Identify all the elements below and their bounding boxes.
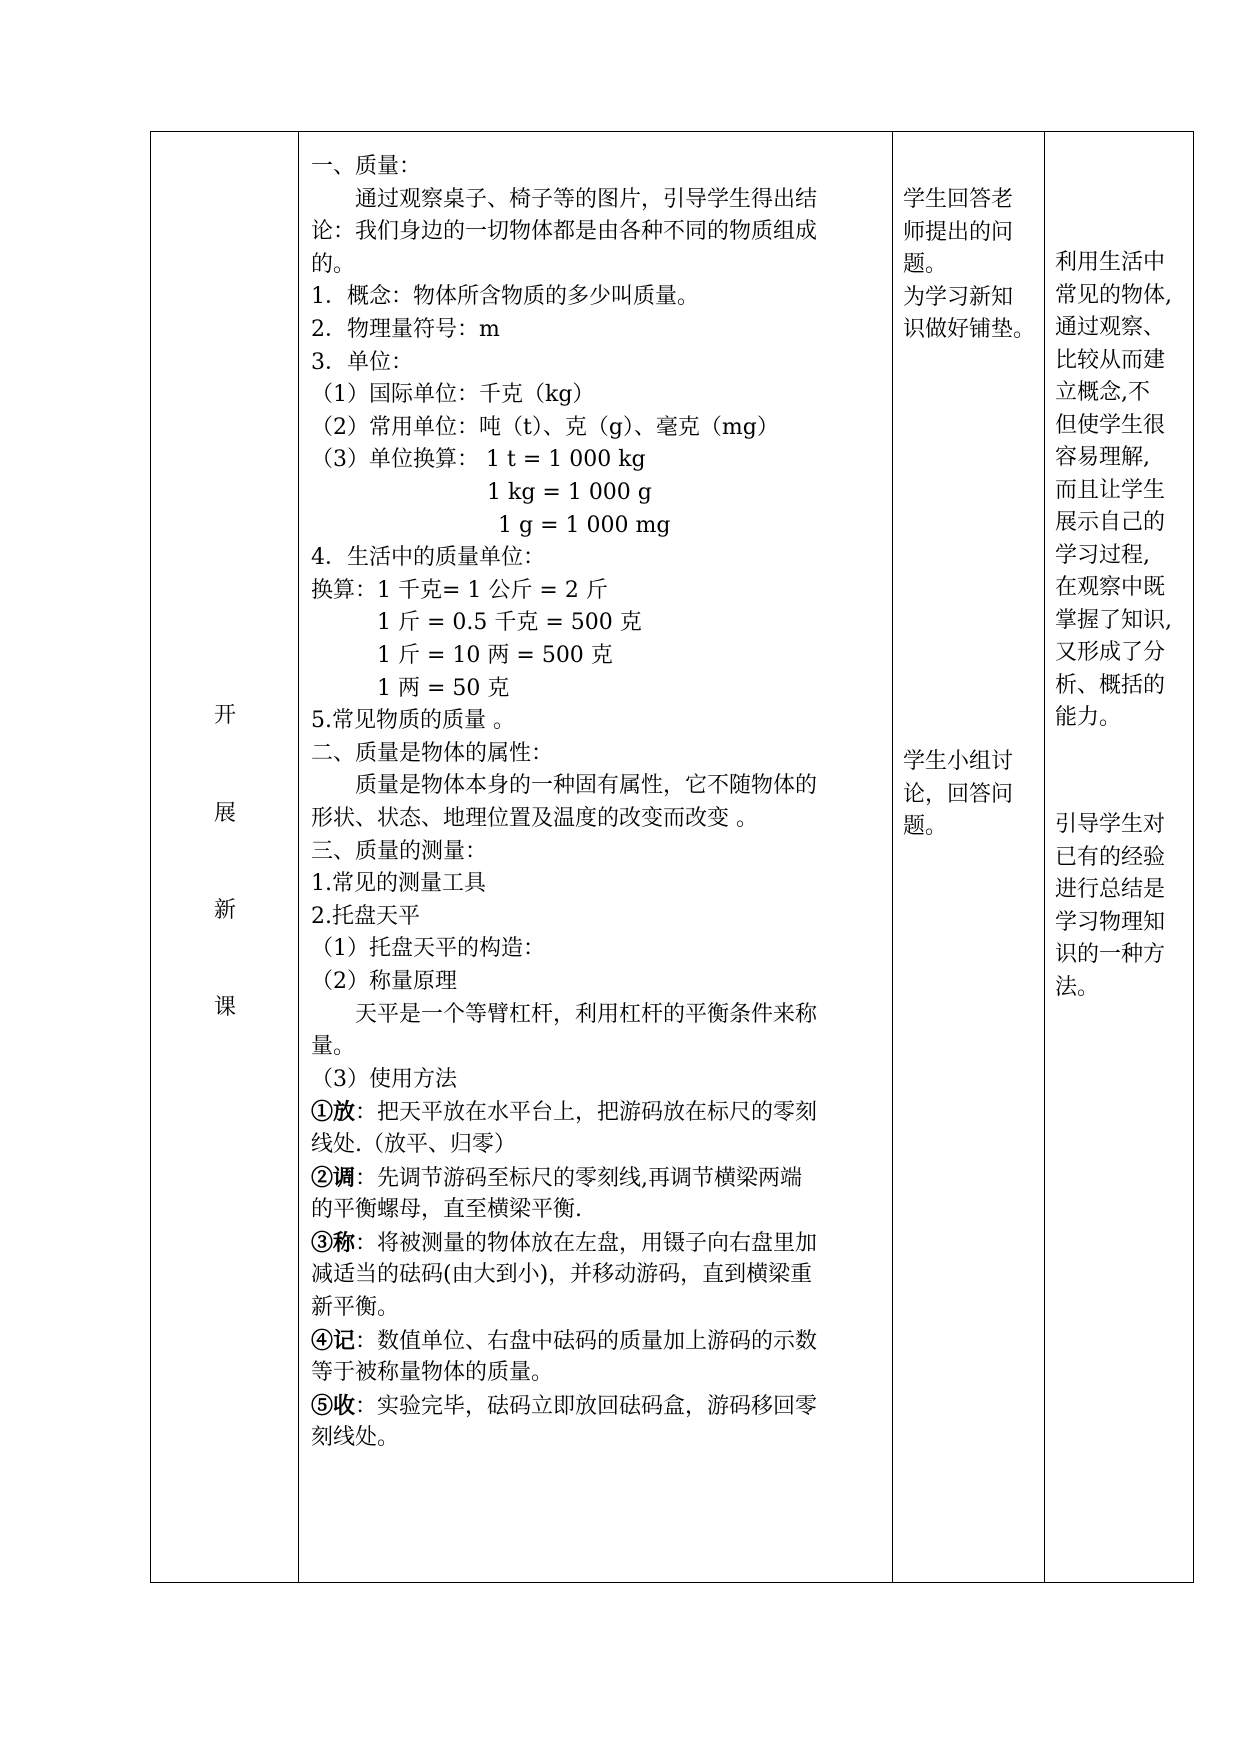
content-line: 线处.（放平、归零） (311, 1132, 516, 1157)
content-line: 1 kg = 1 000 g (487, 480, 652, 505)
content-line: 3．单位： (311, 349, 413, 375)
design-intent-line: 而且让学生 (1055, 477, 1166, 503)
content-line: 三、质量的测量： (311, 838, 488, 864)
content-line: （3）单位换算： 1 t = 1 000 kg (311, 447, 646, 473)
content-line: 5.常见物质的质量 。 (311, 708, 515, 734)
design-intent-line: 学习物理知 (1055, 909, 1166, 935)
content-line: 换算：1 千克= 1 公斤 = 2 斤 (311, 577, 608, 603)
content-line: 2．物理量符号：m (311, 317, 500, 342)
content-column (299, 132, 893, 1582)
content-line: 天平是一个等臂杠杆，利用杠杆的平衡条件来称 (355, 1001, 818, 1027)
content-line: （2）常用单位：吨（t）、克（g）、毫克（mg） (311, 414, 779, 440)
content-line: 通过观察桌子、椅子等的图片，引导学生得出结 (355, 186, 818, 212)
content-line: （3）使用方法 (311, 1066, 457, 1092)
content-line: 论：我们身边的一切物体都是由各种不同的物质组成 (311, 219, 818, 245)
design-intent-line: 析、概括的 (1055, 672, 1166, 698)
student-activity-line: 题。 (903, 814, 948, 839)
content-line: 等于被称量物体的质量。 (311, 1360, 554, 1386)
design-intent-line: 展示自己的 (1055, 510, 1166, 535)
student-activity-line: 论，回答问 (903, 781, 1014, 807)
design-intent-line: 引导学生对 (1055, 812, 1166, 837)
design-intent-line: 法。 (1055, 974, 1100, 1000)
design-intent-line: 容易理解, (1055, 445, 1150, 470)
content-line: 1.常见的测量工具 (311, 871, 486, 897)
content-line: 形状、状态、地理位置及温度的改变而改变 。 (311, 806, 758, 831)
lesson-table (150, 131, 1194, 1583)
stage-char: 课 (213, 995, 236, 1020)
student-activity-line: 学生小组讨 (903, 749, 1014, 774)
stage-column (151, 132, 299, 1582)
design-intent-line: 学习过程, (1055, 542, 1150, 568)
stage-char: 展 (213, 801, 236, 826)
stage-char: 开 (213, 703, 236, 728)
design-intent-line: 利用生活中 (1055, 250, 1166, 275)
design-intent-line: 已有的经验 (1055, 844, 1166, 870)
student-activity-column (893, 132, 1045, 1582)
content-line: 的平衡螺母，直至横梁平衡. (311, 1197, 582, 1223)
student-activity-line: 为学习新知 (903, 284, 1014, 310)
design-intent-line: 在观察中既 (1055, 575, 1166, 600)
design-intent-line: 能力。 (1055, 705, 1122, 730)
content-line: ④记：数值单位、右盘中砝码的质量加上游码的示数 (311, 1327, 818, 1354)
content-line: 量。 (311, 1034, 356, 1060)
content-line: ①放：把天平放在水平台上，把游码放在标尺的零刻 (311, 1099, 818, 1126)
design-intent-line: 又形成了分 (1055, 640, 1166, 665)
content-line: ③称：将被测量的物体放在左盘，用镊子向右盘里加 (311, 1229, 818, 1256)
content-line: ⑤收：实验完毕，砝码立即放回砝码盒，游码移回零 (311, 1392, 818, 1419)
design-intent-column (1045, 132, 1195, 1582)
design-intent-line: 掌握了知识, (1055, 607, 1172, 633)
content-line: 1 两 = 50 克 (377, 675, 510, 701)
student-activity-line: 识做好铺垫。 (903, 317, 1036, 342)
content-line: 减适当的砝码(由大到小)，并移动游码，直到横梁重 (311, 1262, 813, 1288)
content-line: 1 g = 1 000 mg (498, 512, 671, 538)
stage-char: 新 (213, 898, 236, 923)
content-line: 质量是物体本身的一种固有属性，它不随物体的 (355, 773, 818, 799)
content-line: 新平衡。 (311, 1295, 400, 1320)
design-intent-line: 常见的物体, (1055, 282, 1172, 308)
design-intent-line: 通过观察、 (1055, 315, 1166, 340)
content-line: ②调：先调节游码至标尺的零刻线,再调节横梁两端 (311, 1164, 803, 1191)
content-line: （1）国际单位：千克（kg） (311, 382, 595, 408)
content-line: 一、质量： (311, 154, 422, 179)
content-line: 1．概念：物体所含物质的多少叫质量。 (311, 284, 699, 310)
content-line: （2）称量原理 (311, 969, 457, 994)
student-activity-line: 题。 (903, 252, 948, 277)
design-intent-line: 进行总结是 (1055, 877, 1166, 902)
content-line: 2.托盘天平 (311, 903, 420, 929)
design-intent-line: 识的一种方 (1055, 942, 1166, 967)
content-line: （1）托盘天平的构造： (311, 936, 545, 962)
content-line: 刻线处。 (311, 1425, 400, 1451)
design-intent-line: 但使学生很 (1055, 412, 1166, 438)
content-line: 1 斤 = 0.5 千克 = 500 克 (377, 610, 642, 636)
student-activity-line: 师提出的问 (903, 219, 1014, 245)
content-line: 4．生活中的质量单位： (311, 545, 545, 571)
content-line: 二、质量是物体的属性： (311, 740, 554, 766)
content-line: 1 斤 = 10 两 = 500 克 (377, 643, 613, 668)
design-intent-line: 比较从而建 (1055, 347, 1166, 373)
content-line: 的。 (311, 251, 356, 277)
student-activity-line: 学生回答老 (903, 187, 1014, 212)
design-intent-line: 立概念,不 (1055, 380, 1150, 405)
